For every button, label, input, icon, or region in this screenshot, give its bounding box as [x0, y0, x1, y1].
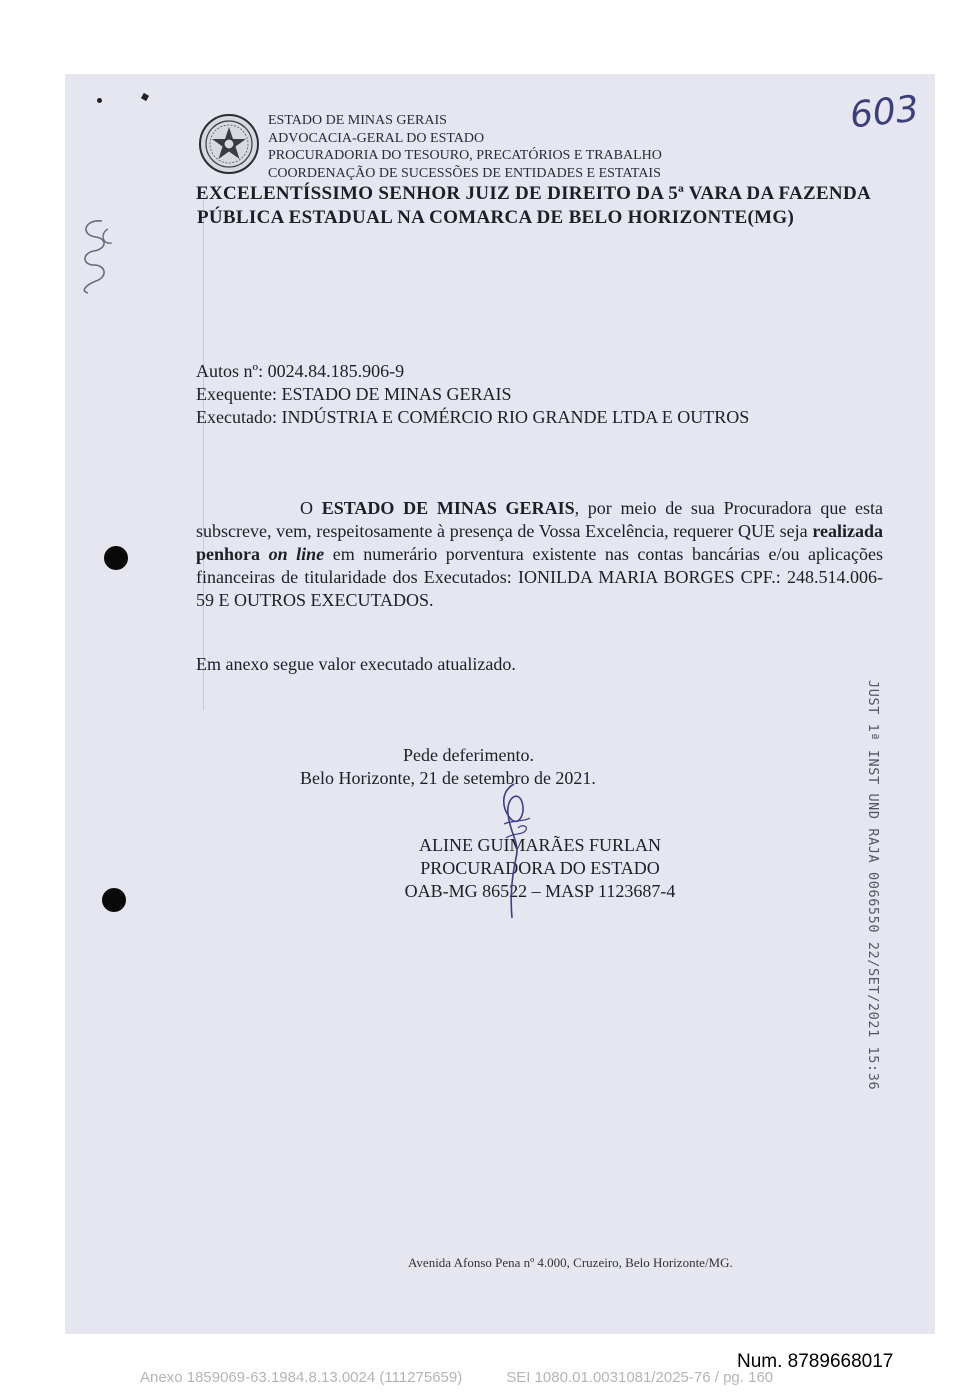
margin-rule — [203, 190, 204, 710]
body-text: O — [300, 498, 322, 518]
header-line: ADVOCACIA-GERAL DO ESTADO — [268, 130, 485, 146]
handwritten-signature — [496, 778, 536, 923]
document-number: Num. 8789668017 — [737, 1351, 894, 1372]
footer-process-ref: SEI 1080.01.0031081/2025-76 / pg. 160 — [506, 1369, 774, 1386]
court-receipt-stamp — [855, 680, 881, 1091]
heading-line: EXCELENTÍSSIMO SENHOR JUIZ DE DIREITO DA 5ª VARA DA FAZENDA — [196, 183, 871, 204]
closing-place-date: Belo Horizonte, 21 de setembro de 2021. — [300, 768, 596, 788]
petition-body — [196, 497, 883, 612]
signer-name: ALINE GUIMARÃES FURLAN — [419, 835, 661, 855]
state-coat-of-arms-seal — [198, 113, 260, 175]
body-bold-text: realizada penhora — [196, 521, 883, 564]
scanned-page — [65, 74, 935, 1334]
footer-annex-ref: Anexo 1859069-63.1984.8.13.0024 (111275659) — [140, 1369, 463, 1386]
body-bold-text: ESTADO DE MINAS GERAIS — [321, 498, 575, 518]
sei-footer — [140, 1369, 773, 1386]
footer-address: Avenida Afonso Pena nº 4.000, Cruzeiro, Belo Horizonte/MG. — [408, 1255, 733, 1270]
institution-header — [268, 112, 662, 182]
closing-request: Pede deferimento. — [403, 745, 534, 765]
folio-number: 603 — [848, 88, 921, 137]
margin-handwriting — [72, 215, 120, 295]
annex-note: Em anexo segue valor executado atualizado. — [196, 654, 516, 674]
signer-ids: OAB-MG 86522 – MASP 1123687-4 — [404, 881, 676, 901]
punch-hole — [102, 888, 126, 912]
body-text: em numerário porventura existente nas contas bancárias e/ou aplicações financeiras de titularidade dos Executados: IONILDA MARIA BORGES CPF.: 248.514.006-59 E OUTROS EXECUTADOS. — [196, 544, 883, 610]
header-line: COORDENAÇÃO DE SUCESSÕES DE ENTIDADES E ESTATAIS — [268, 165, 661, 181]
header-line: ESTADO DE MINAS GERAIS — [268, 113, 447, 128]
addressee-heading — [196, 182, 886, 230]
body-bold-italic-text: on line — [268, 544, 325, 564]
heading-line: PÚBLICA ESTADUAL NA COMARCA DE BELO HORIZONTE(MG) — [197, 207, 795, 228]
body-text: , por meio de sua Procuradora que esta subscreve, vem, respeitosamente à presença de Vossa Excelência, requerer QUE seja — [196, 498, 884, 541]
header-line: PROCURADORIA DO TESOURO, PRECATÓRIOS E TRABALHO — [268, 148, 662, 163]
punch-hole — [104, 546, 128, 570]
case-number: Autos nº: 0024.84.185.906-9 — [196, 361, 405, 381]
case-creditor: Exequente: ESTADO DE MINAS GERAIS — [196, 384, 512, 404]
case-details — [196, 360, 749, 429]
stamp-text: JUST 1ª INST UND RAJA 0066550 22/SET/2021 15:36 — [865, 680, 881, 1091]
closing-block — [300, 744, 596, 790]
signer-role: PROCURADORA DO ESTADO — [420, 858, 660, 878]
scan-speck — [97, 98, 102, 103]
signer-block — [396, 834, 684, 903]
case-debtor: Executado: INDÚSTRIA E COMÉRCIO RIO GRANDE LTDA E OUTROS — [196, 407, 750, 427]
